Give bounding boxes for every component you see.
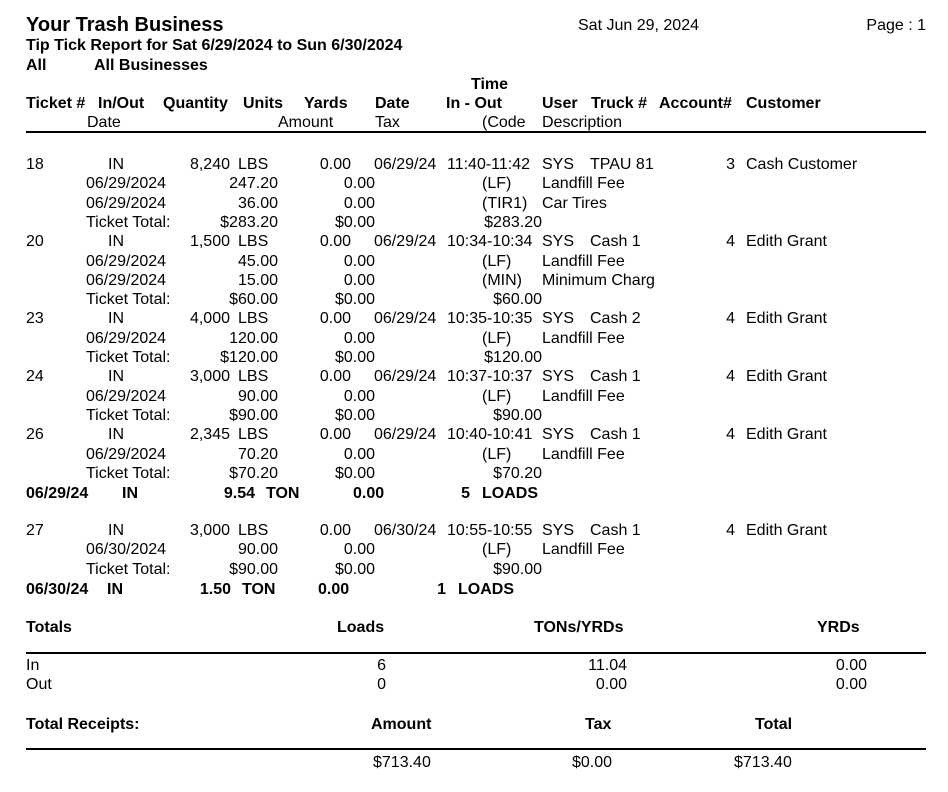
line-amount: 15.00 [237, 271, 278, 289]
totals-tons-header: TONs/YRDs [534, 619, 624, 636]
line-date: 06/29/2024 [86, 194, 167, 212]
ticket-account: 4 [726, 233, 735, 251]
ticket-truck: Cash 1 [590, 233, 641, 251]
header-divider [26, 131, 926, 133]
ticket-customer: Edith Grant [746, 310, 827, 328]
receipts-amount: $713.40 [373, 754, 431, 771]
line-date: 06/29/2024 [86, 271, 167, 289]
day-summary-inout: IN [107, 581, 123, 598]
ticket-quantity: 3,000 [189, 368, 230, 386]
ticket-total-tax: $0.00 [334, 291, 375, 309]
ticket-total-tax: $0.00 [334, 349, 375, 366]
col-sub-amount: Amount [278, 114, 334, 131]
totals-out-label: Out [26, 676, 52, 693]
line-code: (LF) [482, 387, 512, 405]
company-name: Your Trash Business [26, 14, 224, 36]
col-account: Account# [659, 95, 732, 112]
line-description: Landfill Fee [542, 445, 625, 463]
line-description: Landfill Fee [542, 387, 625, 405]
ticket-user: SYS [542, 310, 575, 328]
day-summary-loads-label: LOADS [482, 485, 538, 502]
line-code: (LF) [482, 252, 512, 270]
ticket-total-amount: $283.20 [220, 213, 278, 231]
ticket-user: SYS [542, 156, 575, 173]
line-date: 06/29/2024 [86, 387, 167, 405]
line-date: 06/29/2024 [86, 445, 167, 463]
totals-divider [26, 652, 926, 654]
ticket-customer: Cash Customer [746, 156, 858, 173]
col-quantity: Quantity [163, 95, 228, 112]
ticket-inout: IN [108, 156, 124, 173]
ticket-truck: Cash 1 [590, 522, 641, 539]
ticket-quantity: 1,500 [189, 233, 230, 251]
line-description: Landfill Fee [542, 329, 625, 347]
ticket-units: LBS [238, 522, 269, 539]
col-ticket: Ticket # [26, 95, 86, 112]
line-code: (MIN) [482, 271, 522, 289]
day-summary-units: TON [242, 581, 276, 598]
line-code: (TIR1) [482, 194, 528, 212]
line-tax: 0.00 [343, 194, 375, 212]
col-units: Units [243, 95, 283, 112]
ticket-grand-total: $90.00 [493, 406, 542, 424]
ticket-total-label: Ticket Total: [86, 406, 171, 424]
totals-out-tons: 0.00 [595, 676, 627, 693]
filter-label: All [26, 57, 47, 74]
ticket-time: 10:55-10:55 [447, 522, 533, 539]
col-sub-desc: Description [542, 114, 623, 131]
ticket-number: 20 [26, 233, 44, 251]
line-description: Minimum Charg [542, 271, 655, 289]
ticket-inout: IN [108, 310, 124, 328]
ticket-account: 4 [726, 426, 735, 444]
ticket-yards: 0.00 [319, 522, 351, 539]
ticket-yards: 0.00 [319, 368, 351, 386]
ticket-total-amount: $90.00 [229, 560, 278, 578]
ticket-account: 4 [726, 368, 735, 386]
ticket-truck: TPAU 81 [590, 156, 654, 173]
day-summary-inout: IN [122, 485, 138, 502]
day-summary-loads: 1 [437, 581, 446, 598]
line-tax: 0.00 [343, 271, 375, 289]
day-summary-loads: 5 [461, 485, 470, 502]
ticket-grand-total: $90.00 [493, 560, 542, 578]
line-amount: 90.00 [237, 387, 278, 405]
receipts-divider [26, 748, 926, 750]
ticket-time: 10:34-10:34 [447, 233, 533, 251]
ticket-user: SYS [542, 233, 575, 251]
ticket-units: LBS [238, 156, 269, 173]
ticket-truck: Cash 1 [590, 426, 641, 444]
day-summary-qty: 1.50 [199, 581, 231, 598]
ticket-number: 23 [26, 310, 44, 328]
day-summary-yards: 0.00 [318, 581, 350, 598]
ticket-quantity: 3,000 [189, 522, 230, 539]
line-description: Landfill Fee [542, 252, 625, 270]
day-summary-units: TON [266, 485, 300, 502]
ticket-user: SYS [542, 522, 575, 539]
ticket-time: 10:35-10:35 [447, 310, 533, 328]
line-date: 06/30/2024 [86, 541, 167, 559]
line-code: (LF) [482, 541, 512, 559]
day-summary-date: 06/29/24 [26, 485, 89, 502]
line-amount: 36.00 [237, 194, 278, 212]
line-tax: 0.00 [343, 445, 375, 463]
ticket-inout: IN [108, 233, 124, 251]
line-tax: 0.00 [343, 252, 375, 270]
ticket-customer: Edith Grant [746, 233, 827, 251]
ticket-number: 24 [26, 368, 44, 386]
col-inout: In/Out [98, 95, 145, 112]
ticket-number: 18 [26, 156, 44, 173]
ticket-date: 06/29/24 [374, 368, 437, 386]
totals-out-yrds: 0.00 [835, 676, 867, 693]
line-description: Landfill Fee [542, 541, 625, 559]
col-yards: Yards [304, 95, 348, 112]
ticket-time: 10:40-10:41 [447, 426, 533, 444]
ticket-account: 4 [726, 522, 735, 539]
line-amount: 70.20 [237, 445, 278, 463]
line-date: 06/29/2024 [86, 252, 167, 270]
col-date: Date [375, 95, 410, 112]
print-date: Sat Jun 29, 2024 [578, 17, 699, 34]
col-time-top: Time [471, 76, 509, 93]
ticket-account: 3 [726, 156, 735, 173]
ticket-yards: 0.00 [319, 233, 351, 251]
ticket-grand-total: $283.20 [484, 213, 542, 231]
ticket-yards: 0.00 [319, 156, 351, 173]
ticket-total-amount: $120.00 [220, 349, 278, 366]
ticket-truck: Cash 2 [590, 310, 641, 328]
line-tax: 0.00 [343, 329, 375, 347]
page-number: Page : 1 [866, 17, 926, 34]
ticket-number: 26 [26, 426, 44, 444]
ticket-grand-total: $60.00 [493, 291, 542, 309]
ticket-customer: Edith Grant [746, 368, 827, 386]
ticket-customer: Edith Grant [746, 426, 827, 444]
ticket-grand-total: $70.20 [493, 464, 542, 482]
ticket-grand-total: $120.00 [484, 349, 542, 366]
totals-in-tons: 11.04 [588, 657, 627, 674]
ticket-quantity: 2,345 [189, 426, 230, 444]
ticket-inout: IN [108, 368, 124, 386]
line-code: (LF) [482, 175, 512, 193]
ticket-date: 06/30/24 [374, 522, 437, 539]
ticket-truck: Cash 1 [590, 368, 641, 386]
ticket-units: LBS [238, 310, 269, 328]
ticket-units: LBS [238, 426, 269, 444]
ticket-time: 11:40-11:42 [447, 156, 531, 173]
ticket-total-tax: $0.00 [334, 560, 375, 578]
ticket-user: SYS [542, 426, 575, 444]
ticket-quantity: 4,000 [189, 310, 230, 328]
ticket-total-label: Ticket Total: [86, 213, 171, 231]
col-customer: Customer [746, 95, 821, 112]
ticket-units: LBS [238, 368, 269, 386]
ticket-date: 06/29/24 [374, 426, 437, 444]
totals-yrds-header: YRDs [817, 619, 860, 636]
ticket-yards: 0.00 [319, 426, 351, 444]
receipts-amount-header: Amount [371, 716, 432, 733]
ticket-time: 10:37-10:37 [447, 368, 533, 386]
ticket-date: 06/29/24 [374, 233, 437, 251]
receipts-total-header: Total [755, 716, 793, 733]
filter-value: All Businesses [94, 57, 208, 74]
receipts-title: Total Receipts: [26, 716, 140, 733]
line-amount: 247.20 [229, 175, 278, 193]
report-title: Tip Tick Report for Sat 6/29/2024 to Sun 6/30/2024 [26, 37, 403, 54]
line-amount: 90.00 [237, 541, 278, 559]
col-sub-code: (Code [482, 114, 526, 131]
ticket-total-label: Ticket Total: [86, 349, 171, 366]
ticket-inout: IN [108, 426, 124, 444]
ticket-total-amount: $60.00 [229, 291, 278, 309]
receipts-tax: $0.00 [572, 754, 613, 771]
col-sub-date: Date [87, 114, 121, 131]
totals-out-loads: 0 [377, 676, 386, 693]
line-code: (LF) [482, 445, 512, 463]
day-summary-yards: 0.00 [353, 485, 385, 502]
line-code: (LF) [482, 329, 512, 347]
col-truck: Truck # [591, 95, 648, 112]
line-description: Landfill Fee [542, 175, 625, 193]
line-tax: 0.00 [343, 387, 375, 405]
ticket-quantity: 8,240 [189, 156, 230, 173]
line-date: 06/29/2024 [86, 175, 167, 193]
totals-loads-header: Loads [337, 619, 385, 636]
col-user: User [542, 95, 578, 112]
ticket-units: LBS [238, 233, 269, 251]
ticket-date: 06/29/24 [374, 156, 437, 173]
line-amount: 45.00 [237, 252, 278, 270]
col-time: In - Out [446, 95, 502, 112]
ticket-date: 06/29/24 [374, 310, 437, 328]
line-description: Car Tires [542, 194, 607, 212]
day-summary-date: 06/30/24 [26, 581, 89, 598]
day-summary-qty: 9.54 [223, 485, 255, 502]
ticket-account: 4 [726, 310, 735, 328]
ticket-total-tax: $0.00 [334, 406, 375, 424]
ticket-total-label: Ticket Total: [86, 464, 171, 482]
ticket-number: 27 [26, 522, 44, 539]
ticket-total-label: Ticket Total: [86, 560, 171, 578]
totals-title: Totals [26, 619, 72, 636]
receipts-tax-header: Tax [585, 716, 612, 733]
ticket-inout: IN [108, 522, 124, 539]
ticket-total-amount: $70.20 [229, 464, 278, 482]
totals-in-label: In [26, 657, 40, 674]
totals-in-loads: 6 [377, 657, 386, 674]
ticket-total-tax: $0.00 [334, 213, 375, 231]
ticket-total-amount: $90.00 [229, 406, 278, 424]
line-amount: 120.00 [229, 329, 278, 347]
ticket-customer: Edith Grant [746, 522, 827, 539]
line-tax: 0.00 [343, 541, 375, 559]
ticket-total-label: Ticket Total: [86, 291, 171, 309]
day-summary-loads-label: LOADS [458, 581, 514, 598]
col-sub-tax: Tax [375, 114, 400, 131]
totals-in-yrds: 0.00 [835, 657, 867, 674]
line-date: 06/29/2024 [86, 329, 167, 347]
line-tax: 0.00 [343, 175, 375, 193]
ticket-total-tax: $0.00 [334, 464, 375, 482]
receipts-total: $713.40 [734, 754, 792, 771]
ticket-user: SYS [542, 368, 575, 386]
ticket-yards: 0.00 [319, 310, 351, 328]
